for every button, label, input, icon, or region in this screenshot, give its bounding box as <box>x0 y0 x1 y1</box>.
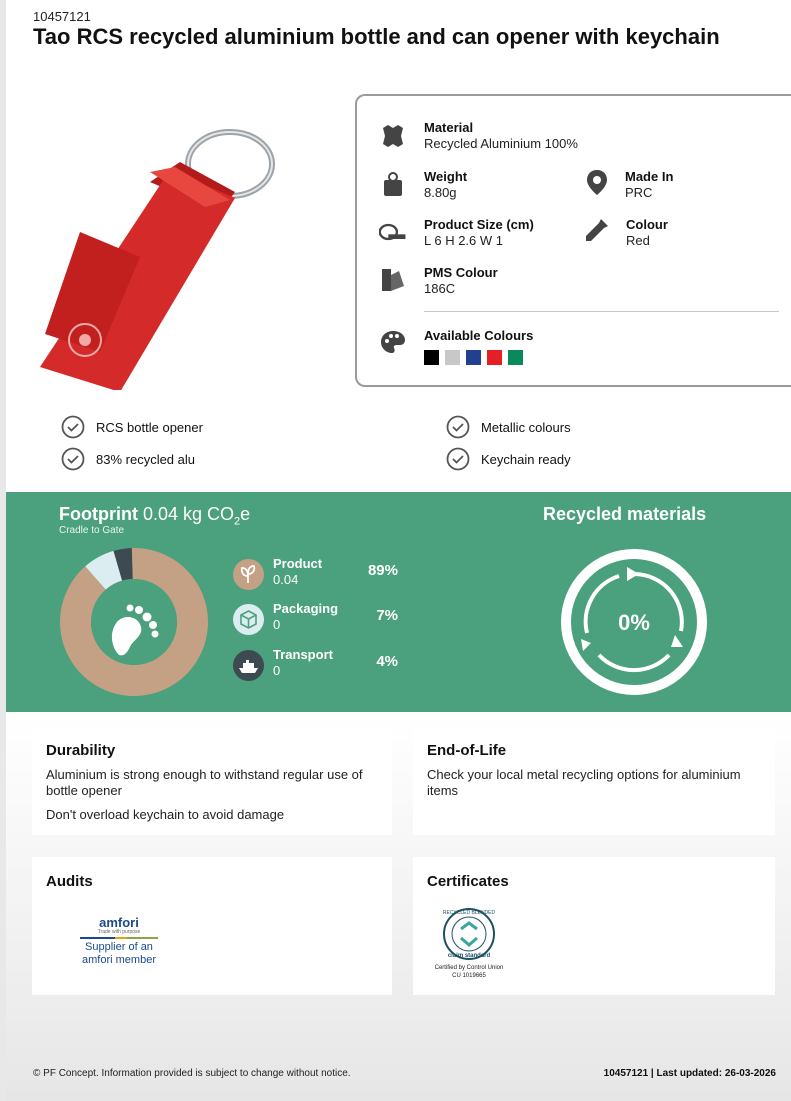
recycle-badge-icon <box>426 905 526 963</box>
footer-updated: 10457121 | Last updated: 26-03-2026 <box>603 1068 776 1079</box>
ship-icon <box>233 650 264 681</box>
colour-swatch[interactable] <box>424 350 439 365</box>
made-in-spec: Made In PRC <box>625 169 674 200</box>
check-circle-icon <box>61 415 85 439</box>
footprint-subtitle: Cradle to Gate <box>59 525 125 536</box>
colour-swatch[interactable] <box>508 350 523 365</box>
footer-disclaimer: © PF Concept. Information provided is subject to change without notice. <box>33 1068 351 1079</box>
audits-card: Audits <box>32 857 392 995</box>
size-spec: Product Size (cm) L 6 H 2.6 W 1 <box>424 217 534 248</box>
palette-icon <box>379 328 407 356</box>
footprint-band <box>6 492 791 712</box>
pipette-icon <box>583 216 611 244</box>
tape-measure-icon <box>379 218 407 246</box>
swatch-book-icon <box>379 266 407 294</box>
recycled-ring <box>559 547 709 697</box>
weight-spec: Weight 8.80g <box>424 169 468 200</box>
specs-divider <box>424 311 779 312</box>
arrow-icon <box>671 635 683 647</box>
recycled-title: Recycled materials <box>543 504 707 524</box>
breakdown-product: Product 0.04 89% <box>233 556 398 592</box>
feature-item: 83% recycled alu <box>61 447 195 471</box>
feature-item: RCS bottle opener <box>61 415 203 439</box>
leaf-icon <box>233 559 264 590</box>
svg-text:claim standard: claim standard <box>447 953 491 959</box>
check-circle-icon <box>446 447 470 471</box>
rcs-certificate-badge: RECYCLED BLENDED claim standard Certified by Control Union CU 1019665 <box>426 905 526 985</box>
end-of-life-card: End-of-Life Check your local metal recycling options for aluminium items <box>413 727 775 835</box>
colour-swatches <box>424 350 523 365</box>
specs-panel <box>355 94 791 387</box>
product-title: Tao RCS recycled aluminium bottle and can opener with keychain <box>33 24 720 49</box>
arrow-icon <box>581 639 591 651</box>
box-icon <box>233 604 264 635</box>
check-circle-icon <box>446 415 470 439</box>
durability-card: Durability Aluminium is strong enough to withstand regular use of bottle opener Don't overload keychain to avoid damage <box>32 727 392 835</box>
location-pin-icon <box>583 168 611 196</box>
breakdown-packaging: Packaging 0 7% <box>233 601 398 637</box>
check-circle-icon <box>61 447 85 471</box>
colour-spec: Colour Red <box>626 217 668 248</box>
svg-text:RECYCLED BLENDED: RECYCLED BLENDED <box>442 910 496 916</box>
feature-item: Keychain ready <box>446 447 571 471</box>
colour-swatch[interactable] <box>445 350 460 365</box>
available-colours-spec: Available Colours <box>424 328 534 343</box>
product-image <box>30 112 300 390</box>
material-spec: Material Recycled Aluminium 100% <box>424 120 578 151</box>
footprint-title: Footprint 0.04 kg $CO_2e$ <box>59 504 251 528</box>
arrow-icon <box>627 567 639 581</box>
recycled-percent: 0% <box>618 610 650 635</box>
colour-swatch[interactable] <box>487 350 502 365</box>
product-code: 10457121 <box>33 9 91 24</box>
leather-icon <box>379 122 407 150</box>
certificates-card: Certificates <box>413 857 775 995</box>
feature-item: Metallic colours <box>446 415 571 439</box>
weight-icon <box>379 170 407 198</box>
footprint-donut <box>59 547 209 697</box>
pms-spec: PMS Colour 186C <box>424 265 498 296</box>
colour-swatch[interactable] <box>466 350 481 365</box>
amfori-logo: amfori Trade with purpose Supplier of an amfori member <box>64 915 174 975</box>
product-sheet <box>6 0 791 1101</box>
breakdown-transport: Transport 0 4% <box>233 647 398 683</box>
